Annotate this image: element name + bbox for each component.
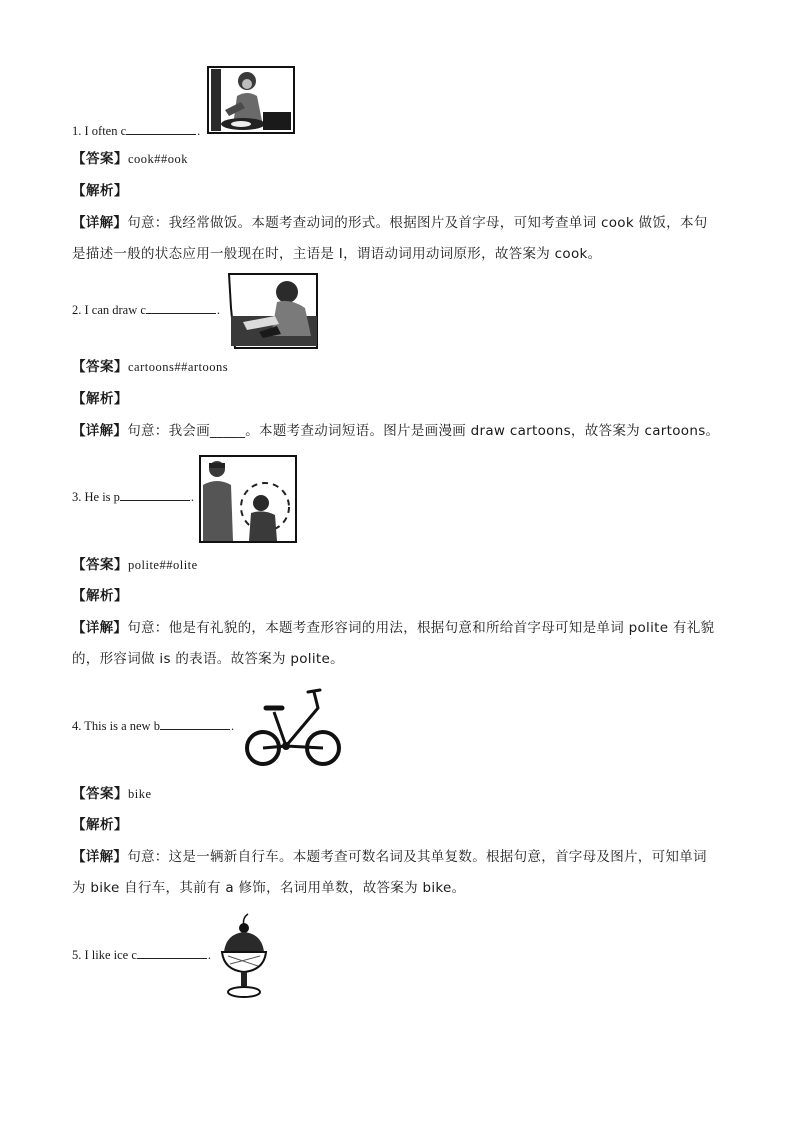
detail-4-line-1: 【详解】句意：这是一辆新自行车。本题考查可数名词及其单复数。根据句意，首字母及图片，可知单词 bbox=[72, 849, 707, 865]
bike-picture bbox=[244, 684, 342, 770]
answer-blank bbox=[146, 301, 216, 314]
question-3-stem: 3. He is p . bbox=[72, 490, 195, 504]
answer-blank bbox=[126, 122, 196, 135]
answer-blank bbox=[137, 946, 207, 959]
question-4-stem: 4. This is a new b . bbox=[72, 719, 235, 733]
ice-cream-picture bbox=[218, 912, 270, 1000]
answer-blank bbox=[120, 488, 190, 501]
answer-blank bbox=[160, 717, 230, 730]
detail-1-line-2: 是描述一般的状态应用一般现在时，主语是 I，谓语动词用动词原形，故答案为 cook。 bbox=[72, 246, 602, 262]
analysis-heading-4: 【解析】 bbox=[72, 817, 128, 833]
answer-line-2: 【答案】cartoons##artoons bbox=[72, 359, 229, 375]
detail-1-line-1: 【详解】句意：我经常做饭。本题考查动词的形式。根据图片及首字母，可知考查单词 cook 做饭，本句 bbox=[72, 215, 708, 231]
question-1-stem: 1. I often c . bbox=[72, 124, 201, 138]
answer-line-3: 【答案】polite##olite bbox=[72, 557, 198, 573]
question-5-stem: 5. I like ice c . bbox=[72, 948, 212, 962]
drawing-picture bbox=[225, 272, 321, 350]
detail-4-line-2: 为 bike 自行车，其前有 a 修饰，名词用单数，故答案为 bike。 bbox=[72, 880, 466, 896]
analysis-heading-1: 【解析】 bbox=[72, 183, 128, 199]
detail-3-line-2: 的，形容词做 is 的表语。故答案为 polite。 bbox=[72, 651, 344, 667]
answer-line-1: 【答案】cook##ook bbox=[72, 151, 189, 167]
question-2-stem: 2. I can draw c . bbox=[72, 303, 221, 317]
analysis-heading-3: 【解析】 bbox=[72, 588, 128, 604]
cooking-picture bbox=[207, 66, 295, 134]
analysis-heading-2: 【解析】 bbox=[72, 391, 128, 407]
polite-picture bbox=[199, 455, 297, 543]
detail-3-line-1: 【详解】句意：他是有礼貌的，本题考查形容词的用法，根据句意和所给首字母可知是单词 polite 有礼貌 bbox=[72, 620, 715, 636]
detail-2-line-1: 【详解】句意：我会画_____。本题考查动词短语。图片是画漫画 draw cartoons，故答案为 cartoons。 bbox=[72, 423, 720, 439]
answer-line-4: 【答案】bike bbox=[72, 786, 152, 802]
